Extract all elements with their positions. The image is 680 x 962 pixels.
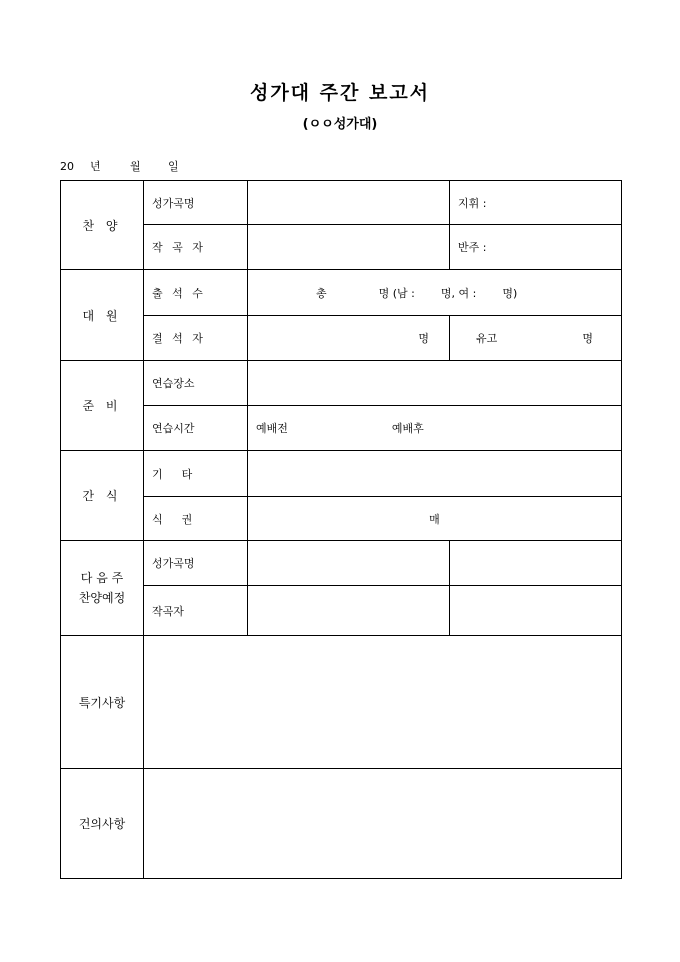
absent-field[interactable] [248,316,450,361]
meal-ticket-unit: 매 [429,512,440,526]
next-week-row-composer [61,586,622,636]
suggestion-row [61,769,622,879]
attendance-count-label: 명 (남 : [378,286,415,300]
date-month-unit: 월 [130,160,141,173]
practice-place-label: 연습장소 [144,361,248,406]
next-song-field[interactable] [248,541,450,586]
practice-time-field[interactable] [248,406,622,451]
chanyang-label: 찬 양 [61,181,144,270]
attendance-total-label: 총 [316,286,327,300]
next-song-label: 성가곡명 [144,541,248,586]
next-composer-label: 작곡자 [144,586,248,636]
gansik-row-other [61,451,622,497]
junbi-label: 준 비 [61,361,144,451]
excused-unit: 명 [582,332,593,345]
special-field[interactable] [144,636,622,769]
suggestion-label: 건의사항 [61,769,144,879]
suggestion-field[interactable] [144,769,622,879]
next-composer-field[interactable] [248,586,450,636]
next-week-label-line1: 다 음 주 [80,571,124,585]
daewon-row-absent [61,316,622,361]
next-week-row-song [61,541,622,586]
accompanist-field[interactable] [450,225,622,270]
attendance-label: 출 석 수 [144,270,248,316]
report-table [60,180,622,879]
special-label: 특기사항 [61,636,144,769]
next-composer-extra-field[interactable] [450,586,622,636]
absent-unit: 명 [418,332,429,345]
attendance-female-unit: 명) [502,286,518,300]
excused-field[interactable] [450,316,622,361]
next-song-extra-field[interactable] [450,541,622,586]
junbi-row-time [61,406,622,451]
attendance-male-unit: 명, 여 : [440,286,477,300]
next-week-label [61,541,144,636]
meal-ticket-label: 식 권 [144,497,248,541]
before-service-label: 예배전 [256,422,288,435]
snack-other-field[interactable] [248,451,622,497]
date-year-unit: 년 [90,160,101,173]
snack-other-label: 기 타 [144,451,248,497]
date-line [60,158,179,174]
accompanist-label: 반주 : [458,241,487,254]
practice-place-field[interactable] [248,361,622,406]
chanyang-composer-label: 작 곡 자 [144,225,248,270]
daewon-label: 대 원 [61,270,144,361]
document-subtitle: (ㅇㅇ성가대) [302,117,378,132]
gansik-row-ticket [61,497,622,541]
gansik-label: 간 식 [61,451,144,541]
excused-label: 유고 [476,332,498,345]
chanyang-song-field[interactable] [248,181,450,225]
conductor-label: 지휘 : [458,196,487,210]
absent-label: 결 석 자 [144,316,248,361]
meal-ticket-field[interactable] [248,497,622,541]
chanyang-row-composer [61,225,622,270]
special-row [61,636,622,769]
attendance-field[interactable] [248,270,622,316]
chanyang-song-label: 성가곡명 [144,181,248,225]
next-week-label-line2: 찬양예정 [78,591,126,605]
date-year: 20 [60,160,74,173]
document-title: 성가대 주간 보고서 [249,82,431,104]
conductor-field[interactable] [450,181,622,225]
after-service-label: 예배후 [391,422,424,435]
daewon-row-attendance [61,270,622,316]
chanyang-row-song [61,181,622,225]
practice-time-label: 연습시간 [144,406,248,451]
date-day-unit: 일 [168,160,179,173]
chanyang-composer-field[interactable] [248,225,450,270]
junbi-row-place [61,361,622,406]
